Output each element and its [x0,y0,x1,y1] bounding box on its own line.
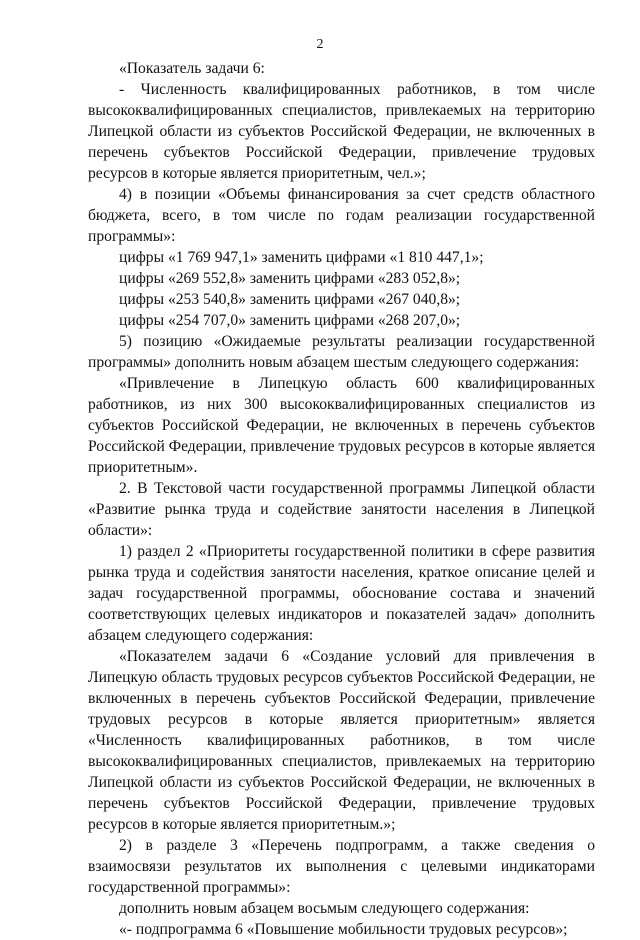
paragraph-3: 4) в позиции «Объемы финансирования за счет средств областного бюджета, всего, в том числе по годам реализации государственной программы»: [88,186,595,245]
paragraph-14: дополнить новым абзацем восьмым следующего содержания: [119,900,530,917]
page-number: 2 [316,37,324,52]
paragraph-15: «- подпрограмма 6 «Повышение мобильности трудовых ресурсов»; [119,921,568,938]
paragraph-6: цифры «253 540,8» заменить цифрами «267 040,8»; [119,291,461,308]
paragraph-10: 2. В Текстовой части государственной программы Липецкой области «Развитие рынка труда и содействие занятости населения в Липецкой области»: [88,480,595,539]
paragraph-9: «Привлечение в Липецкую область 600 квалифицированных работников, из них 300 высококвалифицированных специалистов из субъектов Российской Федерации, не включенных в перечень субъектов Российской Федерации, привлечение трудовых ресурсов в которые является приоритетным». [88,375,595,476]
paragraph-12: «Показателем задачи 6 «Создание условий для привлечения в Липецкую область трудовых ресурсов субъектов Российской Федерации, не включенных в перечень субъектов Российской Федерации, привлечение трудовых ресурсов в которые является приоритетным» является «Численность квалифицированных работников, в том числе высококвалифицированных специалистов, привлекаемых на территорию Липецкой области из субъектов Российской Федерации, не включенных в перечень субъектов Российской Федерации, привлечение трудовых ресурсов в которые является приоритетным.»; [88,648,595,833]
paragraph-11: 1) раздел 2 «Приоритеты государственной политики в сфере развития рынка труда и содействия занятости населения, краткое описание целей и задач государственной программы, обоснование состава и значений соответствующих целевых индикаторов и показателей задач» дополнить абзацем следующего содержания: [88,543,595,644]
paragraph-7: цифры «254 707,0» заменить цифрами «268 207,0»; [119,312,461,329]
document-body [88,58,595,940]
paragraph-8: 5) позицию «Ожидаемые результаты реализации государственной программы» дополнить новым абзацем шестым следующего содержания: [88,333,595,371]
paragraph-4: цифры «1 769 947,1» заменить цифрами «1 810 447,1»; [119,249,484,266]
paragraph-13: 2) в разделе 3 «Перечень подпрограмм, а также сведения о взаимосвязи результатов их выполнения с целевыми индикаторами государственной программы»: [88,837,595,896]
paragraph-2: - Численность квалифицированных работников, в том числе высококвалифицированных специалистов, привлекаемых на территорию Липецкой области из субъектов Российской Федерации, не включенных в перечень субъектов Российской Федерации, привлечение трудовых ресурсов в которые является приоритетным, чел.»; [88,81,595,182]
paragraph-5: цифры «269 552,8» заменить цифрами «283 052,8»; [119,270,461,287]
paragraph-1: «Показатель задачи 6: [119,60,265,77]
